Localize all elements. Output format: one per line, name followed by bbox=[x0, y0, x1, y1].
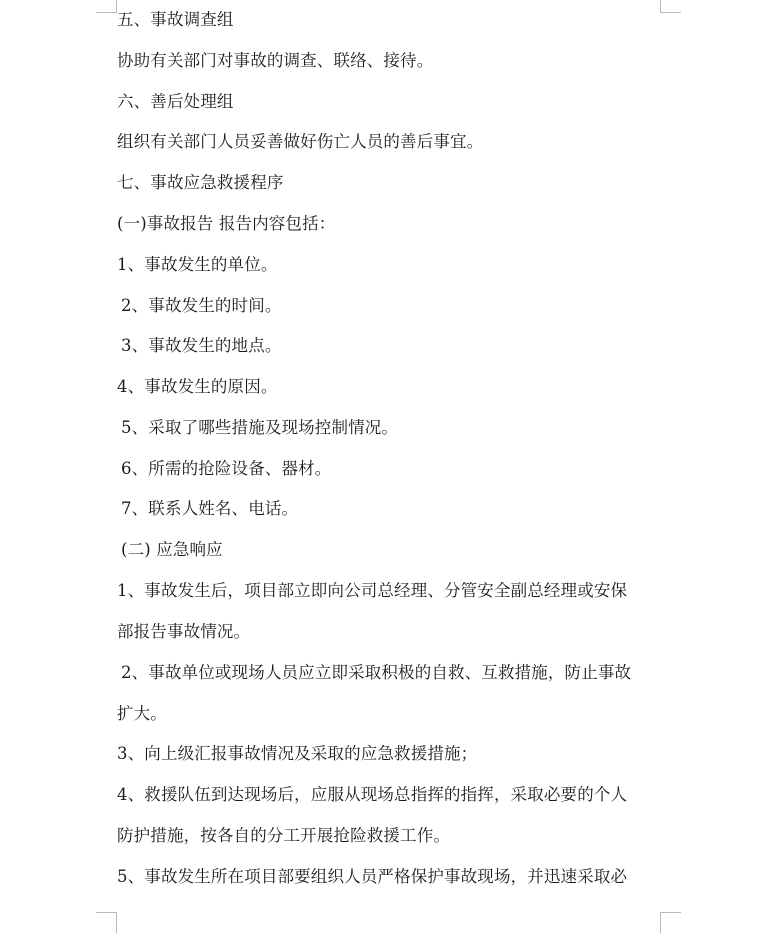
paragraph-line: 5、事故发生所在项目部要组织人员严格保护事故现场，并迅速采取必 bbox=[117, 867, 628, 886]
section-heading: 七、事故应急救援程序 bbox=[117, 173, 284, 192]
paragraph-line: 3、向上级汇报事故情况及采取的应急救援措施； bbox=[117, 744, 478, 763]
list-item: 3、事故发生的地点。 bbox=[121, 336, 282, 355]
paragraph-line: 部报告事故情况。 bbox=[117, 622, 251, 641]
paragraph-line: 防护措施，按各自的分工开展抢险救援工作。 bbox=[117, 826, 450, 845]
corner-mark-bottom-right bbox=[660, 912, 681, 933]
paragraph-line: 扩大。 bbox=[117, 704, 167, 723]
list-item: 2、事故发生的时间。 bbox=[121, 296, 282, 315]
paragraph-line: 4、救援队伍到达现场后，应服从现场总指挥的指挥，采取必要的个人 bbox=[117, 785, 628, 804]
subsection-heading: (一)事故报告 报告内容包括： bbox=[117, 214, 336, 233]
section-heading: 五、事故调查组 bbox=[117, 10, 234, 29]
list-item: 1、事故发生的单位。 bbox=[117, 255, 278, 274]
paragraph-line: 1、事故发生后，项目部立即向公司总经理、分管安全副总经理或安保 bbox=[117, 581, 628, 600]
list-item: 4、事故发生的原因。 bbox=[117, 377, 278, 396]
list-item: 7、联系人姓名、电话。 bbox=[121, 499, 299, 518]
section-heading: 六、善后处理组 bbox=[117, 92, 234, 111]
paragraph-line: 组织有关部门人员妥善做好伤亡人员的善后事宜。 bbox=[117, 132, 484, 151]
corner-mark-bottom-left bbox=[96, 912, 117, 933]
corner-mark-top-left bbox=[96, 0, 117, 13]
list-item: 6、所需的抢险设备、器材。 bbox=[121, 459, 332, 478]
paragraph-line: 2、事故单位或现场人员应立即采取积极的自救、互救措施，防止事故 bbox=[121, 663, 632, 682]
subsection-heading: (二) 应急响应 bbox=[121, 540, 223, 559]
paragraph-line: 协助有关部门对事故的调查、联络、接待。 bbox=[117, 51, 434, 70]
list-item: 5、采取了哪些措施及现场控制情况。 bbox=[121, 418, 399, 437]
